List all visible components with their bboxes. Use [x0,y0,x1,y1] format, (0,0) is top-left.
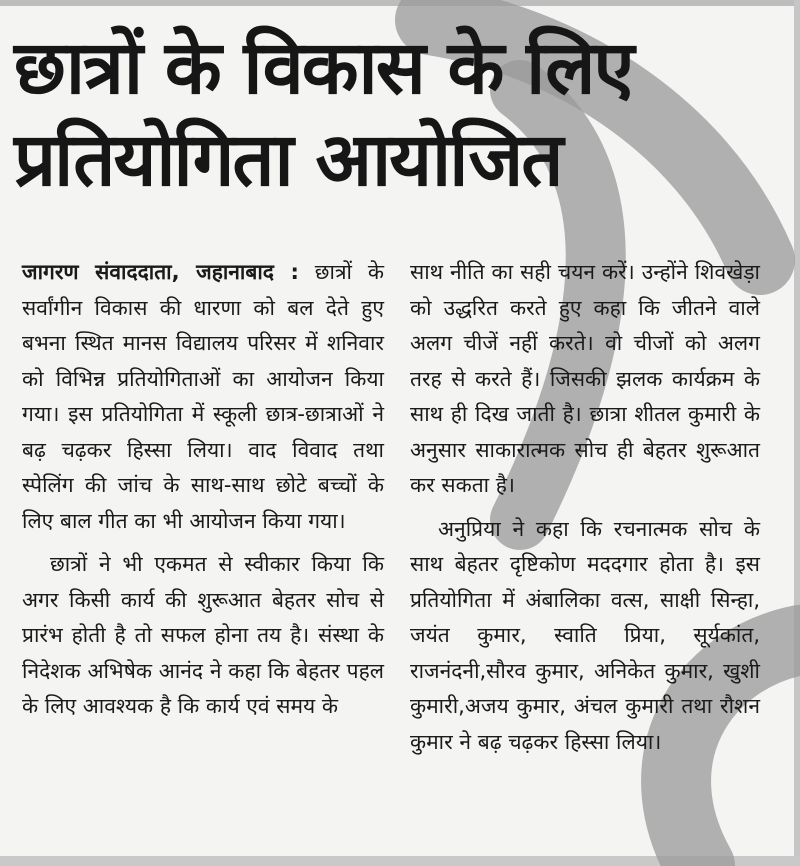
headline-line-1: छात्रों के विकास के लिए [14,25,633,111]
scan-border-bottom [0,856,800,866]
byline: जागरण संवाददाता, जहानाबाद : [22,260,299,284]
article-paragraph: अनुप्रिया ने कहा कि रचनात्मक सोच के साथ बेहतर दृष्टिकोण मददगार होता है। इस प्रतियोगिता में अंबालिका वत्स, साक्षी सिन्हा, जयंत कुमार, स्वाति प्रिया, सूर्यकांत, राजनंदनी,सौरव कुमार, अनिकेत कुमार, खुशी कुमारी,अजय कुमार, अंचल कुमारी तथा रौशन कुमार ने बढ़ चढ़कर हिस्सा लिया। [410,516,760,754]
article-paragraph [22,255,384,539]
article-column-right [410,255,760,760]
headline [14,22,784,206]
scan-border-right [794,0,800,866]
article-column-left [22,255,384,725]
headline-line-2: प्रतियोगिता आयोजित [14,117,562,203]
article-paragraph: साथ नीति का सही चयन करें। उन्होंने शिवखेड़ा को उद्धरित करते हुए कहा कि जीतने वाले अलग चीजें नहीं करते। वो चीजों को अलग तरह से करते हैं। जिसकी झलक कार्यक्रम के साथ ही दिख जाती है। छात्रा शीतल कुमारी के अनुसार साकारात्मक सोच ही बेहतर शुरूआत कर सकता है। [410,260,760,497]
article-paragraph: छात्रों ने भी एकमत से स्वीकार किया कि अगर किसी कार्य की शुरूआत बेहतर सोच से प्रारंभ होती है तो सफल होना तय है। संस्था के निदेशक अभिषेक आनंद ने कहा कि बेहतर पहल के लिए आवश्यक है कि कार्य एवं समय के [22,552,384,718]
paragraph-text: छात्रों के सर्वांगीन विकास की धारणा को बल देते हुए बभना स्थित मानस विद्यालय परिसर में शनिवार को विभिन्न प्रतियोगिताओं का आयोजन किया गया। इस प्रतियोगिता में स्कूली छात्र-छात्राओं ने बढ़ चढ़कर हिस्सा लिया। वाद विवाद तथा स्पेलिंग की जांच के साथ-साथ छोटे बच्चों के लिए बाल गीत का भी आयोजन किया गया। [22,260,385,533]
scan-border-top [0,0,800,6]
